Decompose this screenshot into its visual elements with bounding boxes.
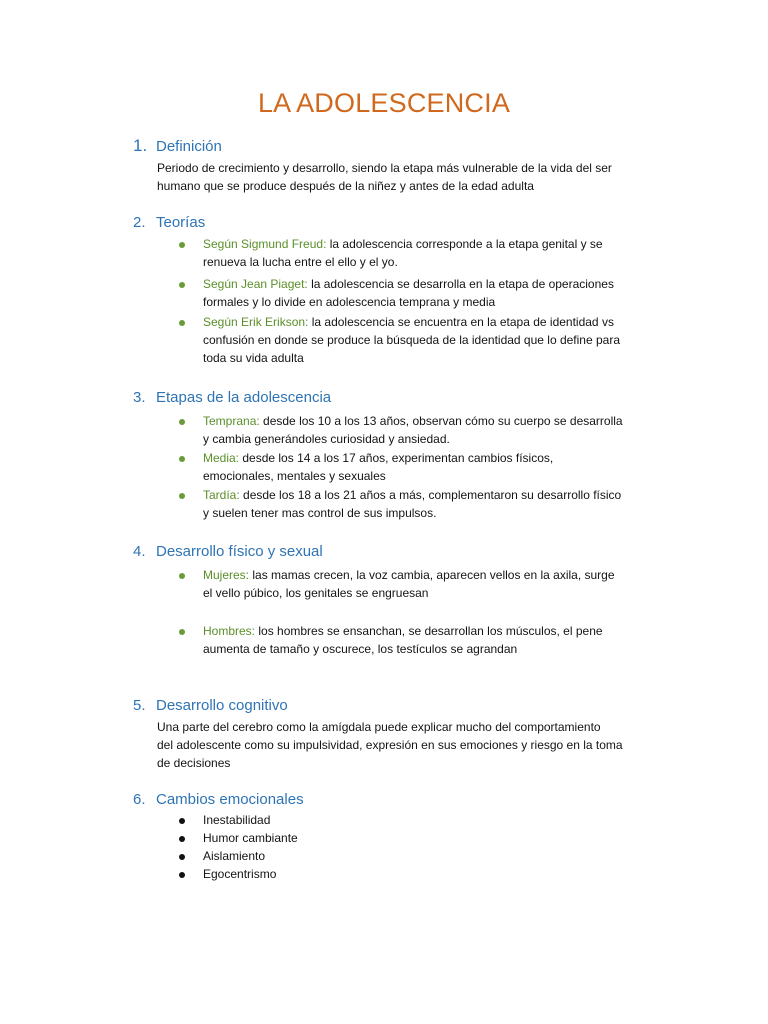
item-continuation: y cambia generándoles curiosidad y ansiedad.: [203, 432, 450, 446]
item-continuation: aumenta de tamaño y oscurece, los testículos se agrandan: [203, 642, 518, 656]
item-term: Según Sigmund Freud:: [203, 237, 327, 251]
section-heading-etapas: [133, 389, 331, 406]
item-text: la adolescencia se desarrolla en la etapa de operaciones: [307, 277, 614, 291]
paragraph-line: humano que se produce después de la niñez y antes de la edad adulta: [157, 179, 534, 193]
item-continuation: y suelen tener mas control de sus impulsos.: [203, 506, 437, 520]
bullet-icon: [179, 573, 185, 579]
item-continuation: emocionales, mentales y sexuales: [203, 469, 386, 483]
section-number: 6.: [133, 791, 146, 808]
cognitivo-paragraph: [157, 718, 657, 772]
item-term: Según Erik Erikson:: [203, 315, 309, 329]
section-heading-fisico: [133, 543, 323, 560]
paragraph-line: Una parte del cerebro como la amígdala puede explicar mucho del comportamiento: [157, 720, 601, 734]
item-text: desde los 18 a los 21 años a más, complementaron su desarrollo físico: [239, 488, 622, 502]
bullet-icon: [179, 493, 185, 499]
bullet-icon: [179, 818, 185, 824]
item-term: Según Jean Piaget:: [203, 277, 308, 291]
list-item: Humor cambiante: [203, 831, 298, 845]
item-continuation: toda su vida adulta: [203, 351, 304, 365]
bullet-icon: [179, 282, 185, 288]
section-number: 5.: [133, 697, 146, 714]
list-item: [203, 622, 663, 658]
item-text: las mamas crecen, la voz cambia, aparecen vellos en la axila, surge: [249, 568, 615, 582]
list-item: Inestabilidad: [203, 813, 271, 827]
paragraph-line: de decisiones: [157, 756, 231, 770]
section-title: Cambios emocionales: [156, 791, 304, 808]
list-item: [203, 566, 663, 602]
section-heading-cognitivo: [133, 697, 288, 714]
bullet-icon: [179, 854, 185, 860]
list-item: Egocentrismo: [203, 867, 277, 881]
bullet-icon: [179, 836, 185, 842]
item-term: Tardía:: [203, 488, 240, 502]
bullet-icon: [179, 456, 185, 462]
section-title: Definición: [156, 138, 222, 155]
item-continuation: el vello púbico, los genitales se engruesan: [203, 586, 429, 600]
list-item: Aislamiento: [203, 849, 266, 863]
section-title: Teorías: [156, 214, 206, 231]
item-term: Mujeres:: [203, 568, 250, 582]
item-term: Media:: [203, 451, 240, 465]
list-item: [203, 449, 663, 485]
section-number: 3.: [133, 389, 146, 406]
section-title: Etapas de la adolescencia: [156, 389, 332, 406]
item-text: la adolescencia corresponde a la etapa genital y se: [326, 237, 603, 251]
item-text: desde los 14 a los 17 años, experimentan cambios físicos,: [239, 451, 554, 465]
section-heading-teorias: [133, 214, 205, 231]
item-continuation: renueva la lucha entre el ello y el yo.: [203, 255, 398, 269]
section-number: 1.: [133, 136, 148, 155]
section-number: 2.: [133, 214, 146, 231]
section-title: Desarrollo cognitivo: [156, 697, 288, 714]
section-number: 4.: [133, 543, 146, 560]
definicion-paragraph: [157, 159, 657, 195]
bullet-icon: [179, 242, 185, 248]
item-term: Temprana:: [203, 414, 260, 428]
bullet-icon: [179, 872, 185, 878]
list-item: [203, 486, 663, 522]
item-continuation: formales y lo divide en adolescencia temprana y media: [203, 295, 496, 309]
list-item: [203, 235, 663, 271]
section-title: Desarrollo físico y sexual: [156, 543, 323, 560]
item-text: los hombres se ensanchan, se desarrollan los músculos, el pene: [255, 624, 603, 638]
bullet-icon: [179, 320, 185, 326]
bullet-icon: [179, 419, 185, 425]
section-heading-emocionales: [133, 791, 304, 808]
item-text: la adolescencia se encuentra en la etapa de identidad vs: [308, 315, 614, 329]
list-item: [203, 275, 663, 311]
paragraph-line: del adolescente como su impulsividad, expresión en sus emociones y riesgo en la toma: [157, 738, 623, 752]
bullet-icon: [179, 629, 185, 635]
item-text: desde los 10 a los 13 años, observan cómo su cuerpo se desarrolla: [259, 414, 623, 428]
page-title: LA ADOLESCENCIA: [257, 88, 511, 118]
list-item: [203, 412, 663, 448]
item-continuation: confusión en donde se produce la búsqueda de la identidad que lo define para: [203, 333, 620, 347]
paragraph-line: Periodo de crecimiento y desarrollo, siendo la etapa más vulnerable de la vida del ser: [157, 161, 612, 175]
section-heading-definicion: [133, 136, 222, 156]
list-item: [203, 313, 663, 367]
item-term: Hombres:: [203, 624, 256, 638]
